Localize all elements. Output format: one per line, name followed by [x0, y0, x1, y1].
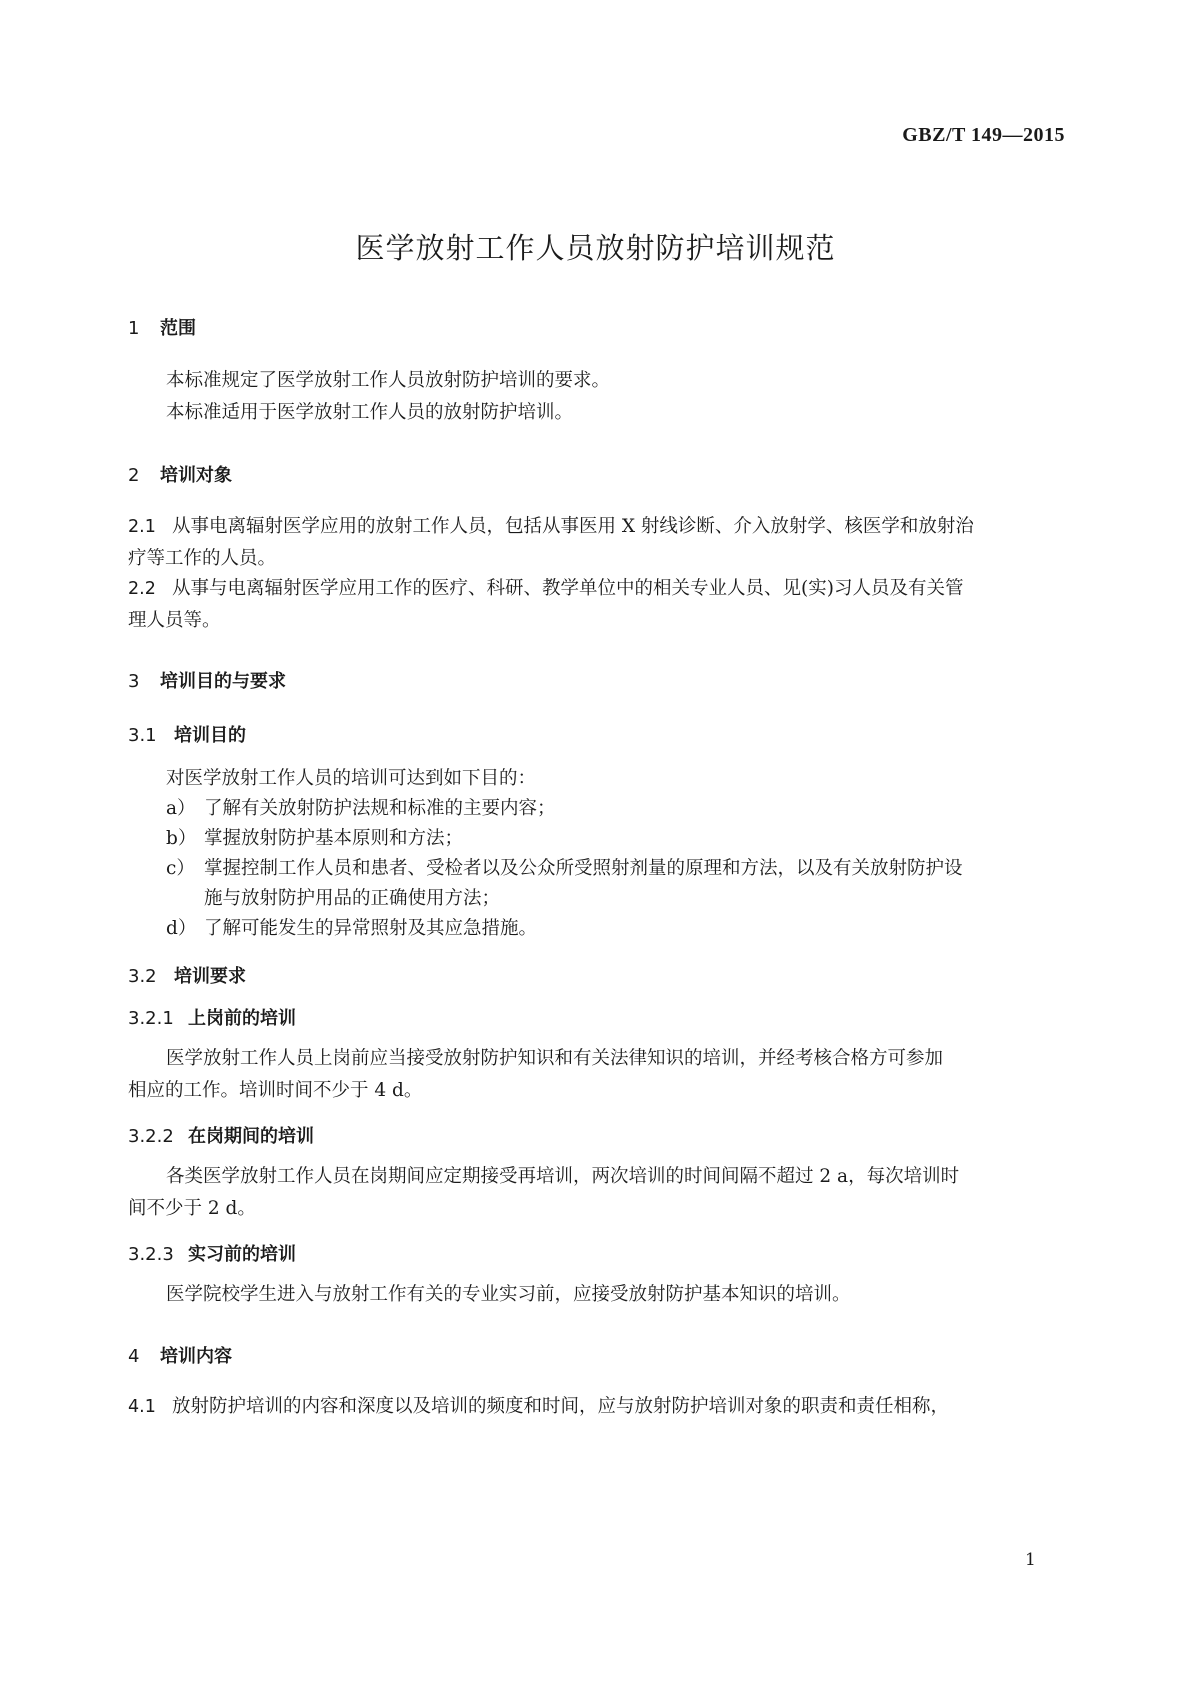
section-number: 3.1: [128, 725, 157, 746]
list-item: [166, 913, 537, 945]
paragraph: 本标准规定了医学放射工作人员放射防护培训的要求。: [166, 370, 611, 391]
section-title: 培训内容: [160, 1346, 232, 1367]
list-item-text: 掌握放射防护基本原则和方法；: [204, 828, 464, 849]
section-4-heading: [128, 1342, 232, 1368]
list-marker: c）: [166, 858, 195, 879]
section-number: 2: [128, 465, 140, 486]
clause-2-2: [128, 573, 963, 605]
clause-continuation: 疗等工作的人员。: [128, 548, 277, 569]
clause-number: 4.1: [128, 1397, 156, 1417]
list-item: [166, 853, 963, 885]
section-title: 实习前的培训: [188, 1244, 296, 1265]
paragraph: 对医学放射工作人员的培训可达到如下目的：: [166, 768, 537, 789]
subsection-3-2-1-heading: [128, 1004, 296, 1030]
list-item: [166, 823, 463, 855]
list-item-text: 了解有关放射防护法规和标准的主要内容；: [204, 798, 556, 819]
list-item-text: 了解可能发生的异常照射及其应急措施。: [204, 918, 538, 939]
standard-code: GBZ/T 149—2015: [902, 124, 1065, 146]
section-title: 培训要求: [174, 966, 246, 987]
section-number: 3.2: [128, 966, 157, 987]
section-number: 3.2.1: [128, 1008, 174, 1029]
subsection-3-2-2-heading: [128, 1122, 314, 1148]
list-item: [166, 793, 556, 825]
section-1-heading: [128, 314, 196, 340]
list-item-text: 掌握控制工作人员和患者、受检者以及公众所受照射剂量的原理和方法，以及有关放射防护设: [204, 858, 963, 879]
section-title: 范围: [160, 318, 196, 339]
clause-4-1: [128, 1391, 949, 1423]
list-item-continuation: [166, 883, 500, 915]
section-title: 上岗前的培训: [188, 1008, 296, 1029]
section-title: 培训目的: [174, 725, 246, 746]
paragraph: 本标准适用于医学放射工作人员的放射防护培训。: [166, 402, 574, 423]
clause-2-1: [128, 511, 974, 543]
section-2-heading: [128, 461, 232, 487]
clause-number: 2.1: [128, 517, 156, 537]
clause-text: 从事电离辐射医学应用的放射工作人员，包括从事医用 X 射线诊断、介入放射学、核医学和放射治: [172, 516, 974, 537]
clause-number: 2.2: [128, 579, 156, 599]
subsection-3-1-heading: [128, 721, 246, 747]
section-number: 1: [128, 318, 140, 339]
subsection-3-2-heading: [128, 962, 246, 988]
clause-text: 从事与电离辐射医学应用工作的医疗、科研、教学单位中的相关专业人员、见(实)习人员及有关管: [172, 578, 964, 599]
section-number: 3.2.2: [128, 1126, 174, 1147]
section-title: 在岗期间的培训: [188, 1126, 314, 1147]
document-title: 医学放射工作人员放射防护培训规范: [355, 231, 836, 265]
section-title: 培训对象: [160, 465, 232, 486]
clause-text: 放射防护培训的内容和深度以及培训的频度和时间，应与放射防护培训对象的职责和责任相称，: [172, 1396, 950, 1417]
page-number: 1: [1025, 1550, 1036, 1570]
subsection-3-2-3-heading: [128, 1240, 296, 1266]
paragraph: 医学放射工作人员上岗前应当接受放射防护知识和有关法律知识的培训，并经考核合格方可参加: [166, 1048, 944, 1069]
paragraph: 各类医学放射工作人员在岗期间应定期接受再培训，两次培训的时间间隔不超过 2 a，每次培训时: [166, 1166, 960, 1187]
section-number: 4: [128, 1346, 140, 1367]
paragraph: 医学院校学生进入与放射工作有关的专业实习前，应接受放射防护基本知识的培训。: [166, 1284, 851, 1305]
section-title: 培训目的与要求: [160, 671, 286, 692]
list-marker: b）: [166, 828, 197, 849]
section-3-heading: [128, 667, 286, 693]
clause-continuation: 理人员等。: [128, 610, 221, 631]
list-marker: d）: [166, 918, 197, 939]
section-number: 3.2.3: [128, 1244, 174, 1265]
list-item-text: 施与放射防护用品的正确使用方法；: [204, 888, 501, 909]
section-number: 3: [128, 671, 140, 692]
paragraph-continuation: 间不少于 2 d。: [128, 1198, 256, 1219]
paragraph-continuation: 相应的工作。培训时间不少于 4 d。: [128, 1080, 423, 1101]
list-marker: a）: [166, 798, 196, 819]
